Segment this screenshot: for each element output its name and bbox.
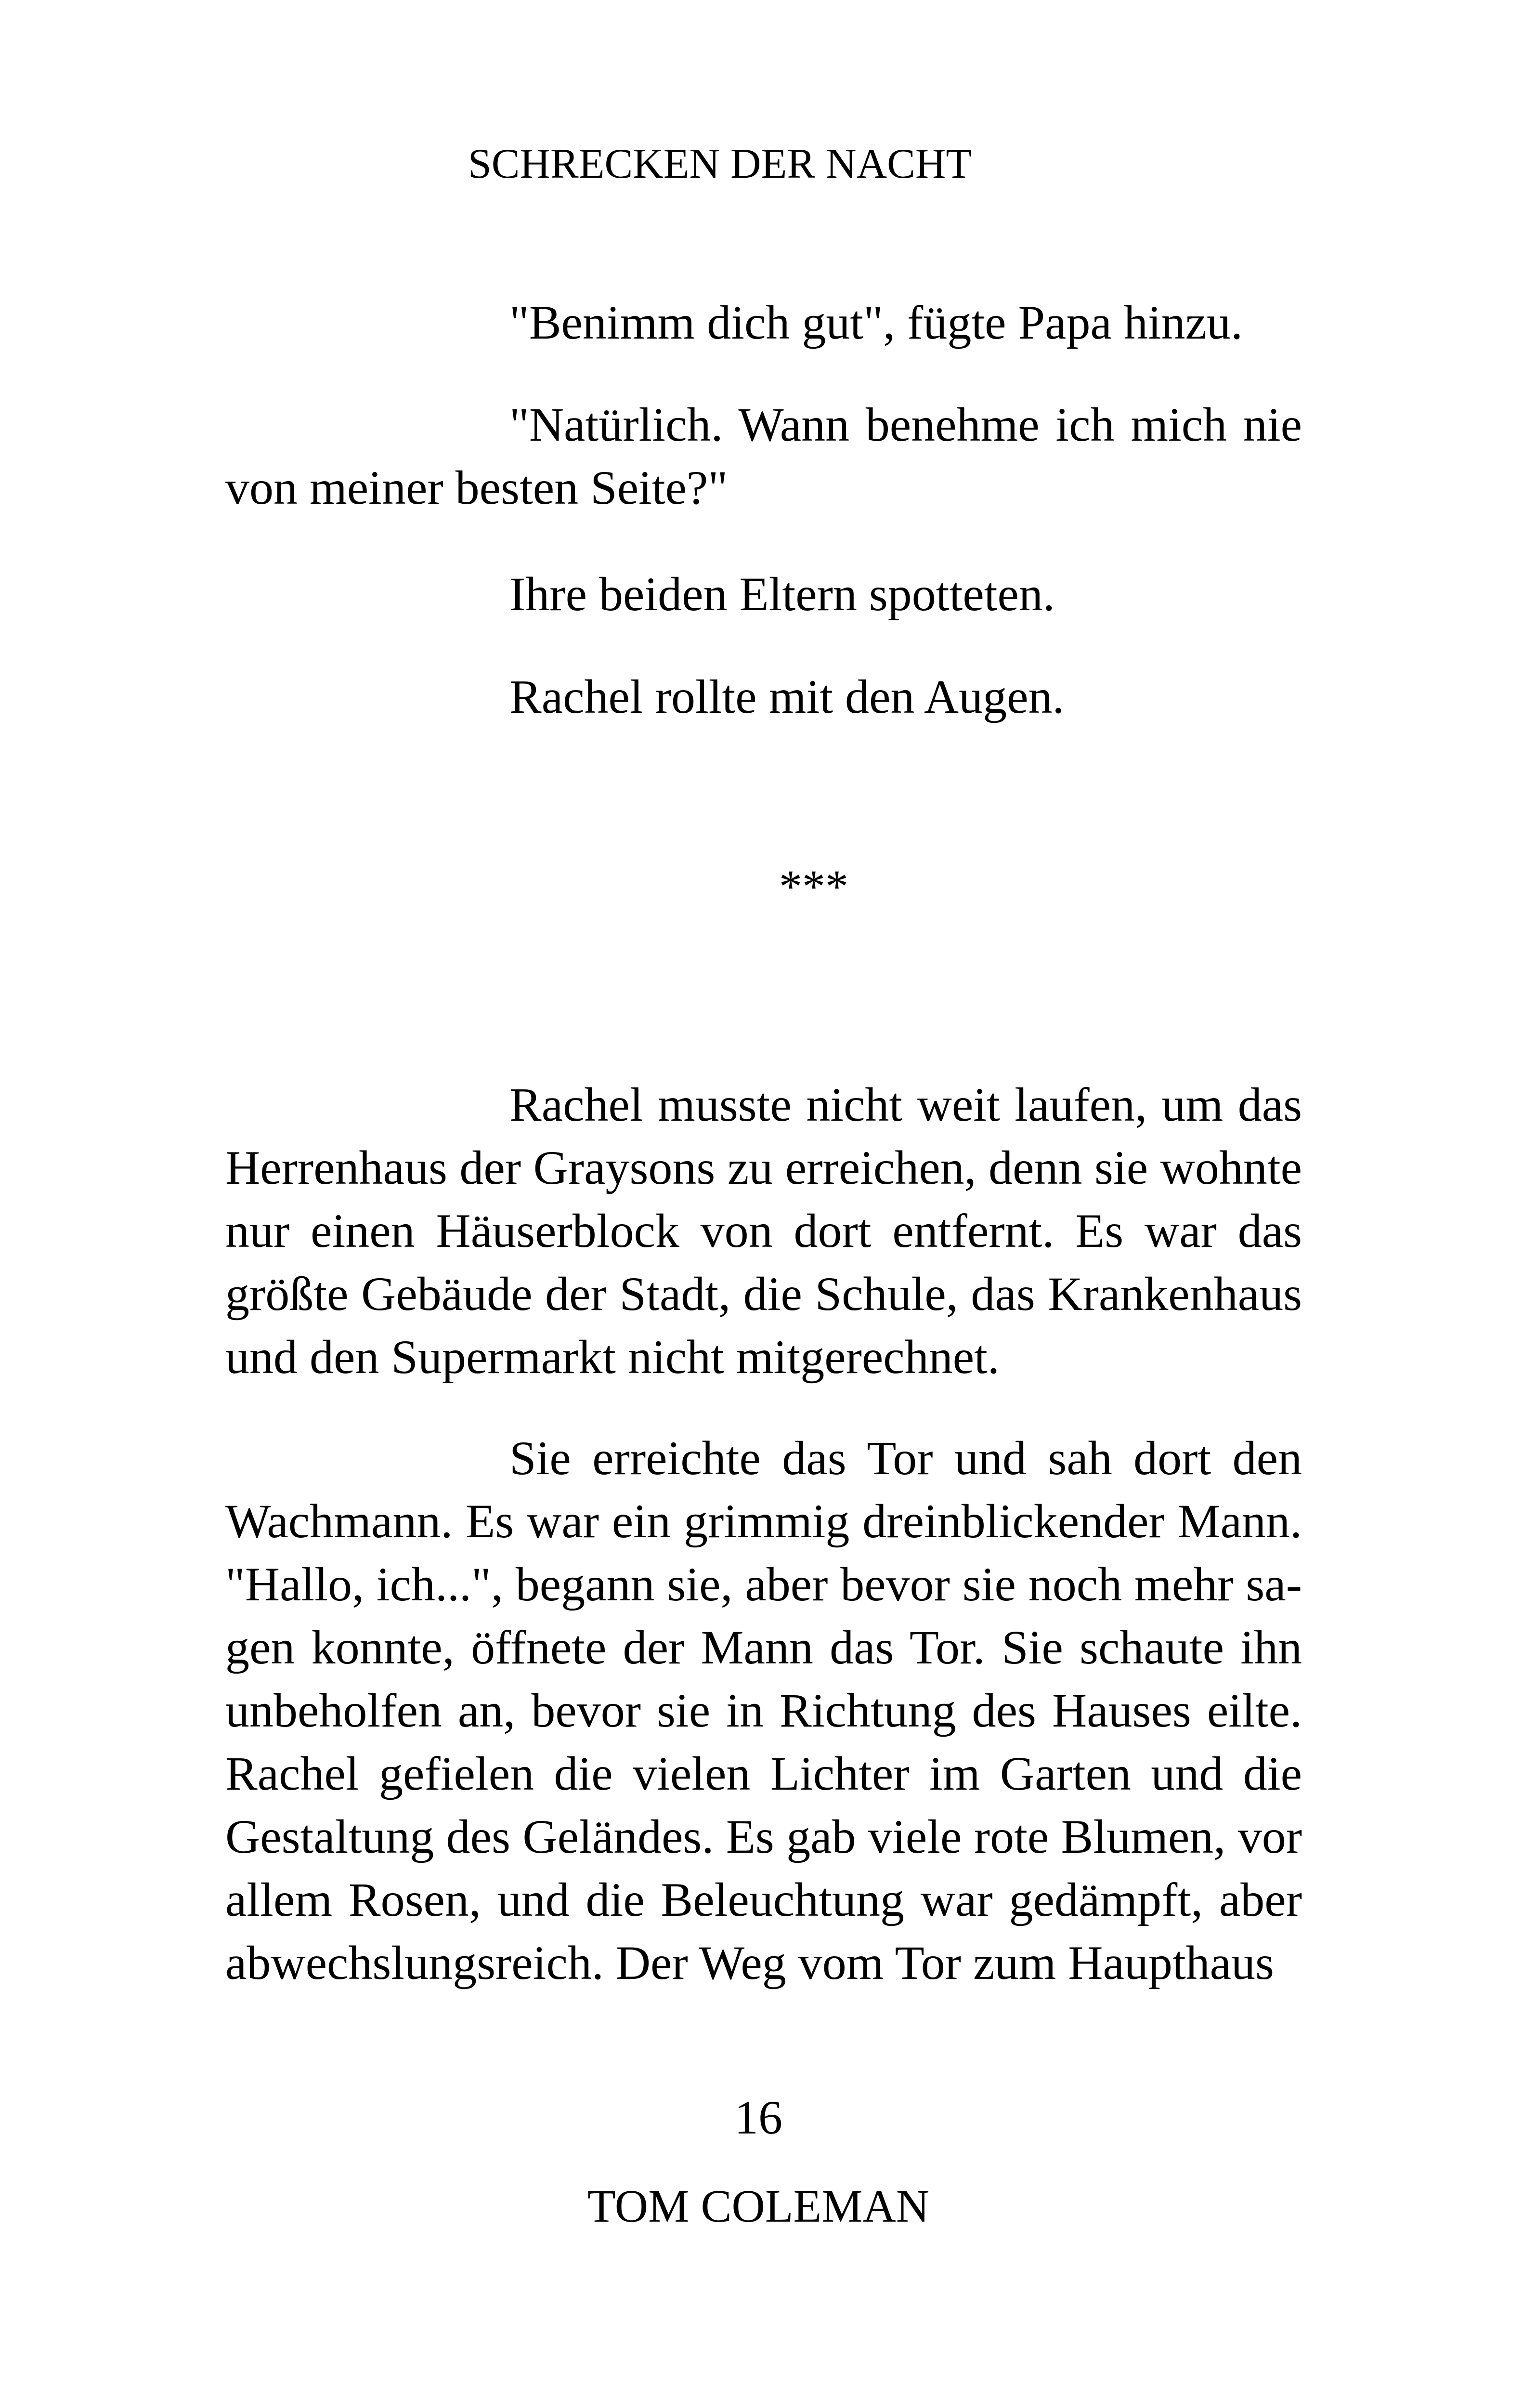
running-footer-author: TOM COLEMAN [587, 2180, 930, 2232]
running-header-title: SCHRECKEN DER NACHT [468, 141, 972, 187]
paragraph-text: Sie erreichte das Tor und sah dort den Wachmann. Es war ein grimmig dreinblickender Mann. "Hallo, ich...", begann sie, aber bevor sie noch mehr sagen konnte, öffnete der Mann das Tor. Sie schaute ihn unbeholfen an, bevor sie in Richtung des Hauses eilte. Rachel gefielen die vielen Lichter im Garten und die Gestaltung des Geländes. Es gab viele rote Blumen, vor allem Rosen, und die Beleuchtung war gedämpft, aber abwechslungsreich. Der Weg vom Tor zum Haupthaus [225, 1431, 1302, 1989]
paragraph-dialogue-rachel [225, 393, 1302, 519]
paragraph-dialogue-papa [225, 291, 1302, 354]
paragraph-text: "Natürlich. Wann benehme ich mich nie von meiner besten Seite?" [225, 398, 1302, 514]
paragraph-text: Ihre beiden Eltern spotteten. [509, 567, 1055, 621]
paragraph-eyeroll [225, 665, 1302, 728]
scene-break-asterisks: *** [779, 861, 848, 912]
paragraph-text: "Benimm dich gut", fügte Papa hinzu. [509, 296, 1243, 349]
page-number: 16 [734, 2091, 782, 2144]
paragraph-mansion [225, 1073, 1302, 1388]
paragraph-text: Rachel rollte mit den Augen. [509, 670, 1065, 723]
paragraph-parents [225, 563, 1302, 626]
paragraph-text: Rachel musste nicht weit laufen, um das Herrenhaus der Graysons zu erreichen, denn sie wohnte nur einen Häuserblock von dort entfernt. Es war das größte Gebäude der Stadt, die Schule, das Krankenhaus und den Supermarkt nicht mitgerechnet. [225, 1078, 1302, 1384]
paragraph-gate [225, 1426, 1302, 1994]
